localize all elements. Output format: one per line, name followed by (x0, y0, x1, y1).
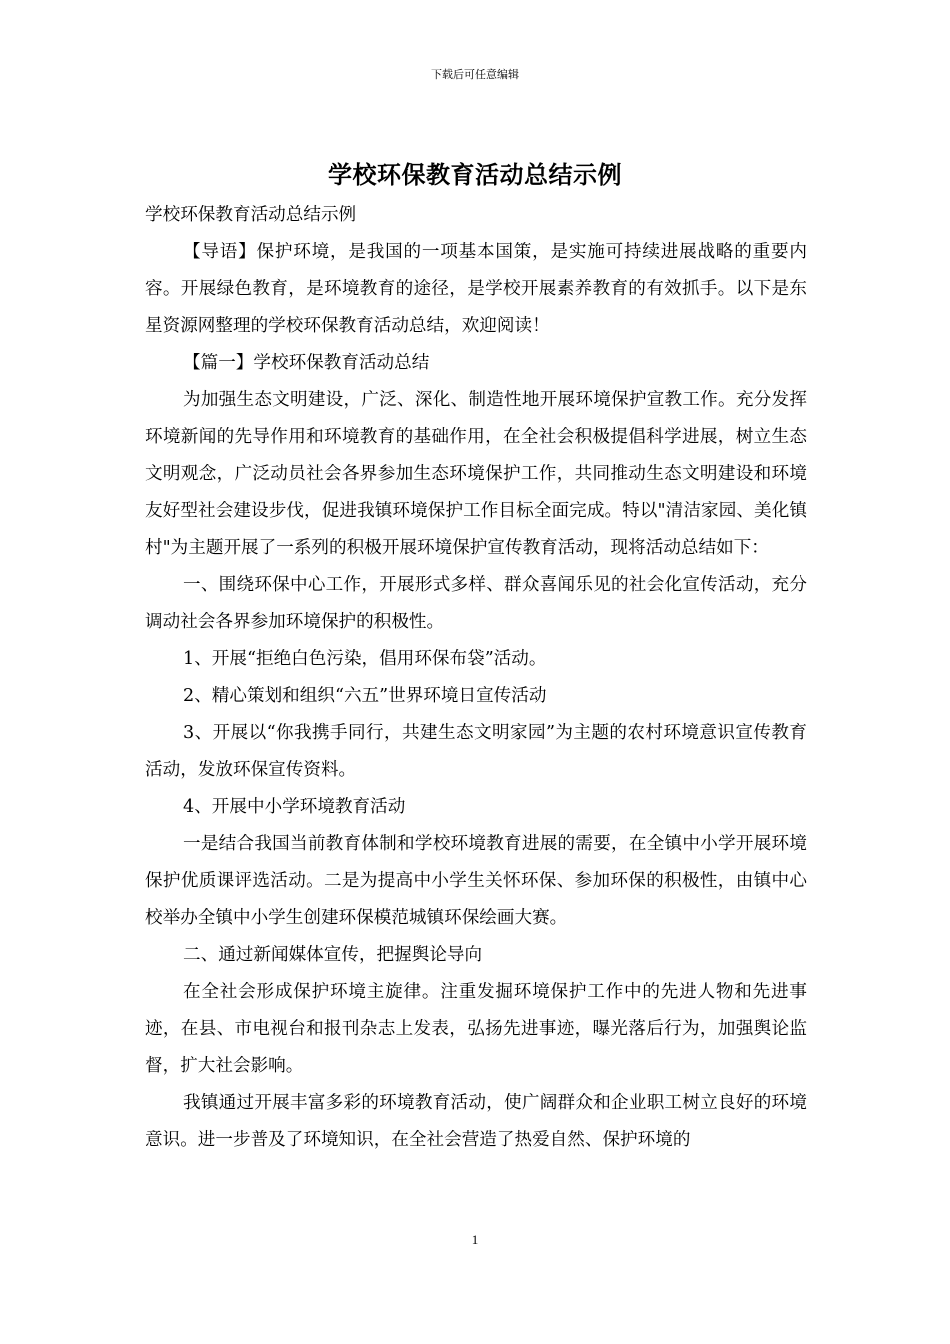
body-paragraph: 我镇通过开展丰富多彩的环境教育活动，使广阔群众和企业职工树立良好的环境意识。进一步普及了环境知识，在全社会营造了热爱自然、保护环境的 (145, 1093, 807, 1150)
section-heading: 二、通过新闻媒体宣传，把握舆论导向 (183, 945, 483, 965)
body-paragraph: 在全社会形成保护环境主旋律。注重发掘环境保护工作中的先进人物和先进事迹，在县、市电视台和报刊杂志上发表，弘扬先进事迹，曝光落后行为，加强舆论监督，扩大社会影响。 (145, 982, 807, 1076)
body-paragraph: 为加强生态文明建设，广泛、深化、制造性地开展环境保护宣教工作。充分发挥环境新闻的先导作用和环境教育的基础作用，在全社会积极提倡科学进展，树立生态文明观念，广泛动员社会各界参加生态环境保护工作，共同推动生态文明建设和环境友好型社会建设步伐，促进我镇环境保护工作目标全面完成。特以"清洁家园、美化镇村"为主题开展了一系列的积极开展环境保护宣传教育活动，现将活动总结如下： (145, 390, 807, 558)
list-item: 2、精心策划和组织“六五”世界环境日宣传活动 (183, 686, 547, 706)
section-heading: 一、围绕环保中心工作，开展形式多样、群众喜闻乐见的社会化宣传活动，充分调动社会各界参加环境保护的积极性。 (145, 575, 807, 632)
body-paragraph: 一是结合我国当前教育体制和学校环境教育进展的需要，在全镇中小学开展环境保护优质课评选活动。二是为提高中小学生关怀环保、参加环保的积极性，由镇中心校举办全镇中小学生创建环保模范城镇环保绘画大赛。 (145, 834, 807, 928)
header-note: 下载后可任意编辑 (431, 68, 519, 81)
subtitle-paragraph: 学校环保教育活动总结示例 (145, 205, 357, 225)
page-number: 1 (471, 1232, 479, 1247)
list-item: 1、开展“拒绝白色污染，倡用环保布袋”活动。 (183, 649, 547, 669)
intro-paragraph: 【导语】保护环境，是我国的一项基本国策，是实施可持续进展战略的重要内容。开展绿色教育，是环境教育的途径，是学校开展素养教育的有效抓手。以下是东星资源网整理的学校环保教育活动总结，欢迎阅读！ (145, 242, 807, 336)
document-body (145, 197, 807, 1159)
list-item: 3、开展以“你我携手同行，共建生态文明家园”为主题的农村环境意识宣传教育活动，发放环保宣传资料。 (145, 723, 807, 780)
list-item: 4、开展中小学环境教育活动 (183, 797, 406, 817)
document-title: 学校环保教育活动总结示例 (328, 161, 622, 189)
section-heading: 【篇一】学校环保教育活动总结 (183, 353, 430, 373)
